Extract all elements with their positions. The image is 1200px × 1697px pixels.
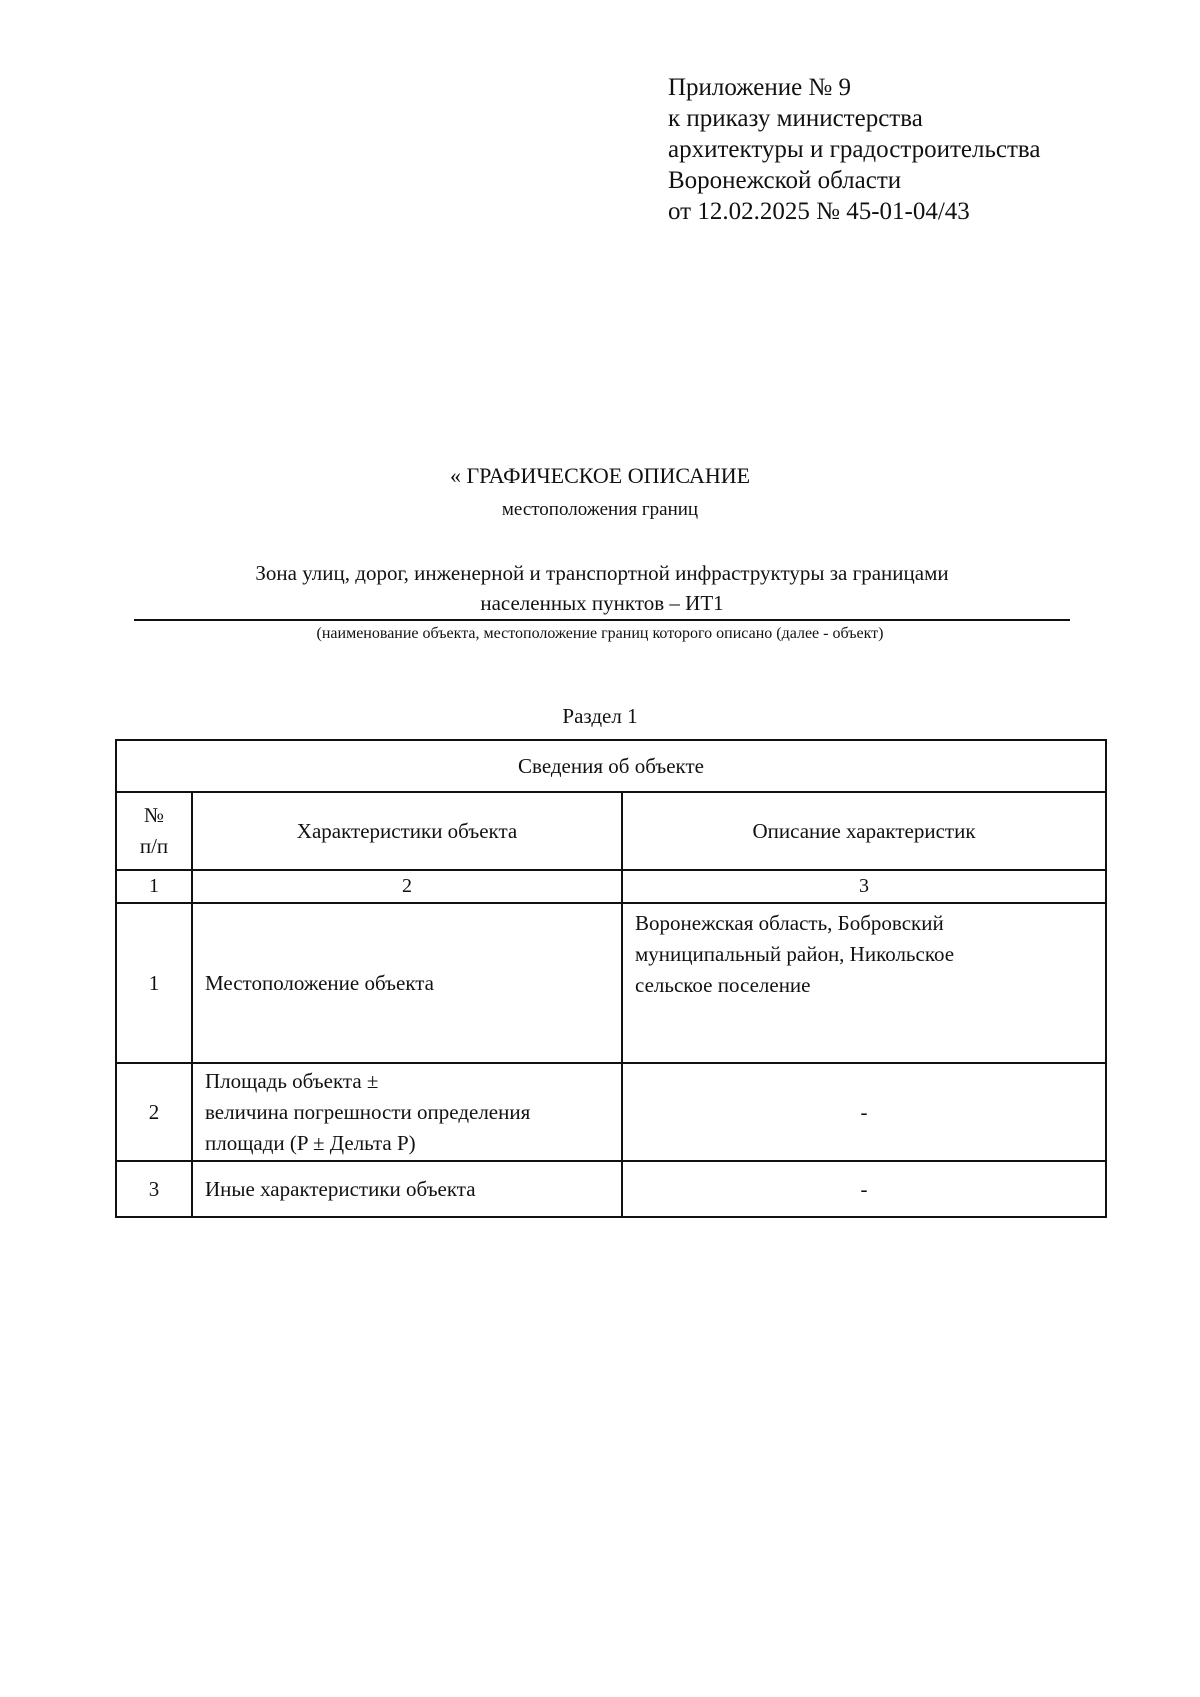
column-number: 2 bbox=[192, 870, 622, 903]
object-name-caption: (наименование объекта, местоположение границ которого описано (далее - объект) bbox=[316, 625, 884, 642]
object-name-line: населенных пунктов – ИТ1 bbox=[480, 591, 724, 615]
appendix-line: от 12.02.2025 № 45-01-04/43 bbox=[668, 198, 970, 225]
document-title: « ГРАФИЧЕСКОЕ ОПИСАНИЕ bbox=[449, 463, 751, 488]
row-description: - bbox=[622, 1063, 1106, 1161]
section-label: Раздел 1 bbox=[562, 704, 638, 728]
row-number: 1 bbox=[116, 903, 192, 1063]
appendix-line: к приказу министерства bbox=[668, 105, 923, 132]
table-row bbox=[116, 1161, 1106, 1217]
row-number: 3 bbox=[116, 1161, 192, 1217]
row-characteristic: Иные характеристики объекта bbox=[192, 1161, 622, 1217]
row-description: - bbox=[622, 1161, 1106, 1217]
table-row bbox=[116, 1063, 1106, 1161]
object-name-underline bbox=[134, 619, 1070, 621]
column-header-characteristic: Характеристики объекта bbox=[192, 792, 622, 870]
column-header-description: Описание характеристик bbox=[622, 792, 1106, 870]
appendix-line: архитектуры и градостроительства bbox=[668, 136, 1041, 163]
table-row bbox=[116, 903, 1106, 1063]
appendix-reference bbox=[668, 72, 1040, 227]
row-description: Воронежская область, Бобровский муниципальный район, Никольское сельское поселение bbox=[622, 903, 1106, 1063]
column-number-row bbox=[116, 870, 1106, 903]
column-number: 1 bbox=[116, 870, 192, 903]
table-title: Сведения об объекте bbox=[116, 740, 1106, 792]
row-characteristic: Площадь объекта ± величина погрешности определения площади (P ± Дельта P) bbox=[192, 1063, 622, 1161]
object-name-line: Зона улиц, дорог, инженерной и транспортной инфраструктуры за границами bbox=[255, 561, 949, 585]
table-header-row bbox=[116, 792, 1106, 870]
column-number: 3 bbox=[622, 870, 1106, 903]
object-info-table bbox=[115, 739, 1107, 1218]
object-name bbox=[134, 558, 1070, 618]
row-number: 2 bbox=[116, 1063, 192, 1161]
table-title-row bbox=[116, 740, 1106, 792]
appendix-line: Приложение № 9 bbox=[668, 74, 852, 101]
document-subtitle: местоположения границ bbox=[501, 499, 699, 520]
row-characteristic: Местоположение объекта bbox=[192, 903, 622, 1063]
appendix-line: Воронежской области bbox=[668, 167, 902, 194]
column-header-number: № п/п bbox=[116, 792, 192, 870]
